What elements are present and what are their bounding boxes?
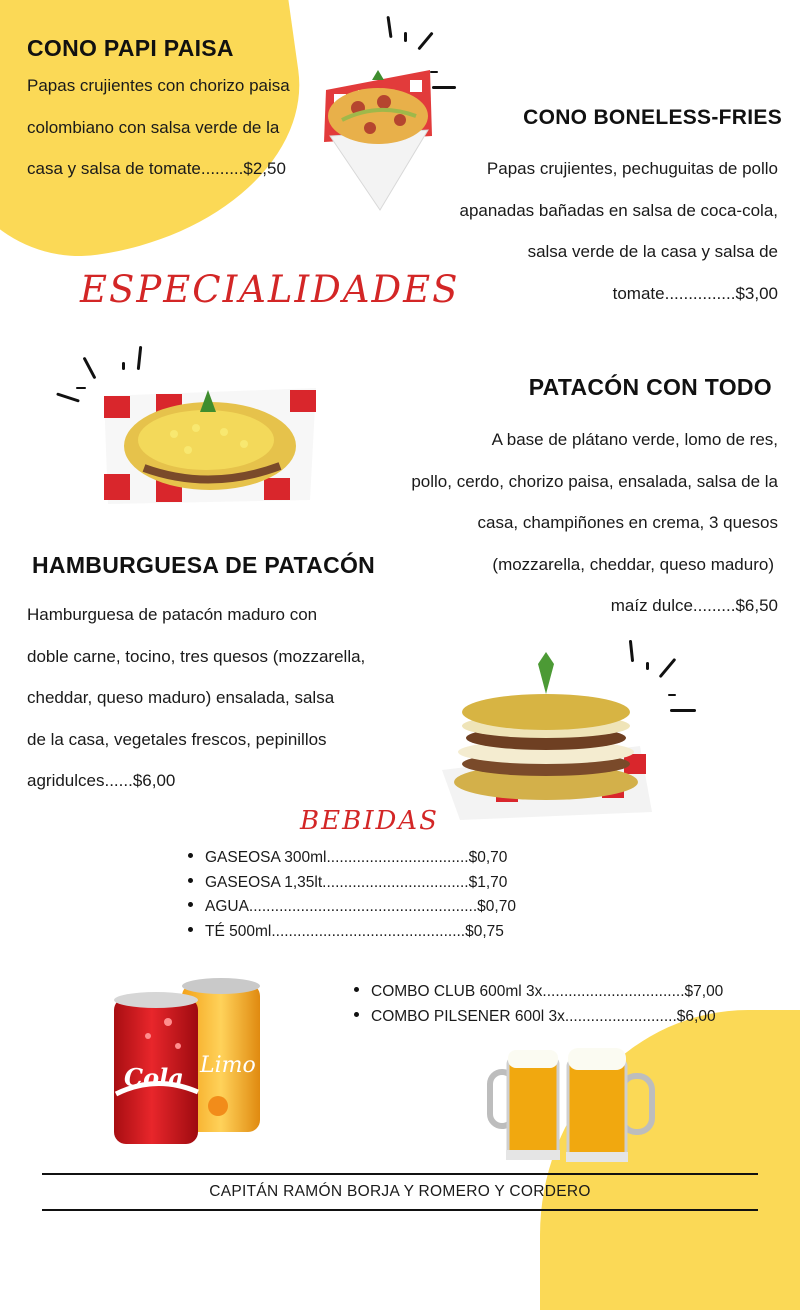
desc-line: maíz dulce.........$6,50	[610, 596, 778, 615]
combos-list	[354, 980, 723, 1029]
sketch-mark	[122, 362, 125, 370]
list-item	[188, 920, 516, 945]
drink-item-label: AGUA.....................................................$0,70	[205, 898, 516, 915]
sketch-mark	[137, 346, 142, 370]
combo-item-label: COMBO CLUB 600ml 3x.................................$7,00	[371, 983, 724, 1000]
dish-desc-hamburguesa	[27, 594, 365, 802]
bullet-icon	[188, 902, 193, 907]
desc-line: pollo, cerdo, chorizo paisa, ensalada, salsa de la	[411, 471, 778, 491]
dish-title-cono-boneless: CONO BONELESS-FRIES	[523, 106, 782, 129]
can-label-left: Cola	[124, 1063, 184, 1092]
combo-item-label: COMBO PILSENER 600l 3x..........................$6,00	[371, 1007, 716, 1025]
desc-line: Papas crujientes, pechuguitas de pollo	[486, 159, 778, 178]
bullet-icon	[188, 927, 193, 932]
desc-line: (mozzarella, cheddar, queso maduro)	[492, 554, 774, 574]
sketch-mark	[668, 694, 676, 696]
bullet-icon	[188, 878, 193, 883]
list-item	[354, 1005, 723, 1030]
dish-desc-cono-boneless	[459, 148, 778, 314]
desc-line: doble carne, tocino, tres quesos (mozzarella,	[27, 646, 366, 666]
bullet-icon	[188, 853, 193, 858]
bullet-icon	[354, 1012, 359, 1017]
address-text: CAPITÁN RAMÓN BORJA Y ROMERO Y CORDERO	[209, 1183, 591, 1200]
desc-line: Hamburguesa de patacón maduro con	[27, 605, 318, 624]
list-item	[354, 980, 723, 1005]
drink-item-label: GASEOSA 1,35lt..................................$1,70	[205, 873, 508, 891]
desc-line: tomate...............$3,00	[612, 283, 778, 303]
dish-desc-cono-papi	[27, 65, 290, 190]
drink-item-label: TÉ 500ml.............................................$0,75	[205, 922, 504, 940]
list-item	[188, 895, 516, 920]
sketch-mark	[646, 662, 649, 670]
dish-desc-patacon	[411, 419, 778, 627]
sketch-mark	[76, 387, 86, 389]
desc-line: casa, champiñones en crema, 3 quesos	[477, 513, 778, 532]
burger-image	[430, 650, 660, 822]
list-item	[188, 871, 516, 896]
beer-mugs-image	[486, 1046, 666, 1170]
divider-top	[42, 1173, 758, 1175]
desc-line: agridulces......$6,00	[27, 771, 176, 790]
sketch-mark	[386, 16, 392, 38]
specialties-heading: ESPECIALIDADES	[80, 268, 460, 311]
list-item	[188, 846, 516, 871]
divider-bottom	[42, 1209, 758, 1211]
sketch-mark	[432, 86, 456, 89]
sketch-mark	[670, 709, 696, 712]
drinks-list	[188, 846, 516, 944]
desc-line: de la casa, vegetales frescos, pepinillos	[27, 729, 327, 749]
sketch-mark	[83, 357, 97, 380]
patacon-image	[104, 382, 316, 506]
fries-cone-image	[320, 50, 438, 212]
soda-cans-image	[108, 976, 270, 1148]
sketch-mark	[56, 392, 80, 402]
bullet-icon	[354, 987, 359, 992]
desc-line: A base de plátano verde, lomo de res,	[491, 430, 778, 449]
desc-line: colombiano con salsa verde de la	[27, 117, 280, 137]
desc-line: salsa verde de la casa y salsa de	[527, 242, 778, 261]
desc-line: Papas crujientes con chorizo paisa	[27, 76, 290, 95]
drinks-heading: BEBIDAS	[300, 806, 439, 836]
sketch-mark	[659, 658, 677, 678]
dish-title-patacon: PATACÓN CON TODO	[528, 374, 772, 400]
dish-title-cono-papi: CONO PAPI PAISA	[27, 35, 234, 61]
sketch-mark	[430, 71, 438, 73]
dish-title-hamburguesa: HAMBURGUESA DE PATACÓN	[32, 552, 376, 578]
desc-line: casa y salsa de tomate.........$2,50	[27, 159, 286, 178]
desc-line: apanadas bañadas en salsa de coca-cola,	[459, 200, 778, 220]
sketch-mark	[417, 32, 433, 51]
drink-item-label: GASEOSA 300ml.................................$0,70	[205, 849, 508, 866]
sketch-mark	[404, 32, 407, 42]
desc-line: cheddar, queso maduro) ensalada, salsa	[27, 688, 335, 707]
can-label-right: Limo	[200, 1053, 256, 1078]
